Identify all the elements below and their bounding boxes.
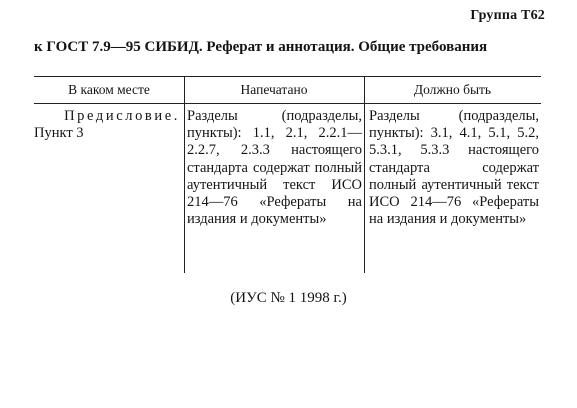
cell-should-be: Разделы (подразделы, пункты): 3.1, 4.1, 5.1, 5.2, 5.3.1, 5.3.3 настоящего стандарта содержат полный аутентичный текст ИСО 214—76 «Рефераты на издания и документы» [369,108,539,228]
cell-place [34,108,182,142]
column-divider [364,77,365,273]
column-divider [184,77,185,273]
header-printed: Напечатано [240,82,308,97]
header-should-be: Должно быть [413,82,492,97]
group-label: Группа Т62 [470,8,545,23]
footer-note: (ИУС № 1 1998 г.) [230,290,347,306]
place-item: Пункт 3 [34,125,84,142]
table-header-row [34,77,541,104]
amendment-table [34,76,541,273]
document-title: к ГОСТ 7.9—95 СИБИД. Реферат и аннотация. Общие требования [34,39,488,55]
header-place: В каком месте [68,82,150,97]
place-section: Предисловие. [64,108,180,124]
cell-printed: Разделы (подразделы, пункты): 1.1, 2.1, 2.2.1—2.2.7, 2.3.3 настоящего стандарта содержат полный аутентичный текст ИСО 214—76 «Рефераты на издания и документы» [187,108,362,228]
